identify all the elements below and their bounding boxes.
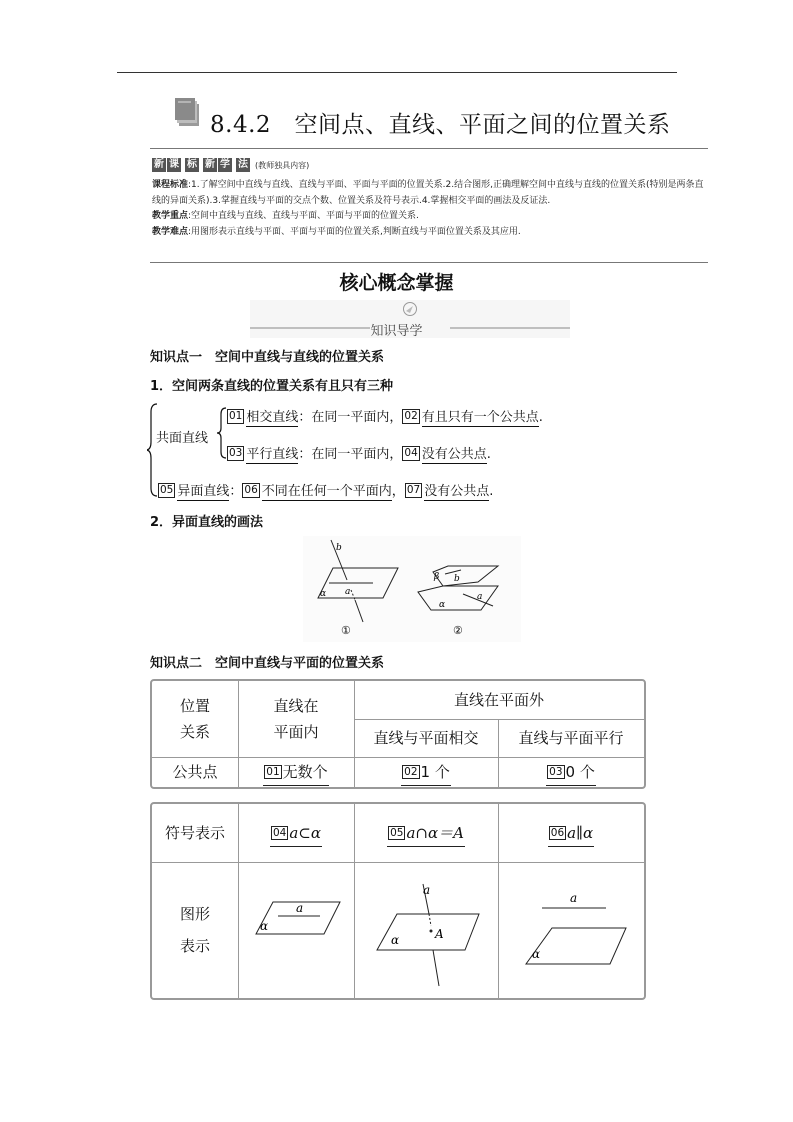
page-title: 8.4.2 空间点、直线、平面之间的位置关系	[210, 112, 671, 138]
header-in-plane	[238, 681, 354, 757]
blank-number: 03	[229, 447, 243, 459]
difficult-label: 教学难点	[152, 226, 189, 237]
fig-label-alpha: α	[391, 933, 400, 947]
answer-one: 1 个	[420, 762, 450, 781]
blank-number: 01	[266, 765, 280, 778]
kp1-heading: 知识点一 空间中直线与直线的位置关系	[150, 350, 385, 365]
figure-2-label: ②	[453, 624, 463, 637]
badge-char: 标	[187, 159, 197, 170]
row-text: ：在同一平面内，	[298, 447, 403, 462]
header-position	[152, 681, 238, 757]
answer-intersect: 相交直线	[246, 410, 299, 425]
curriculum-label: 课程标准	[152, 180, 189, 190]
skew-lines-figure	[303, 536, 521, 642]
badge-char: 学	[220, 159, 230, 170]
answer-symbol-intersect: a∩α＝A	[406, 823, 464, 842]
blank-number: 03	[549, 765, 563, 778]
relation-row	[158, 480, 493, 499]
fig-label-b: b	[454, 574, 460, 584]
figure-line-parallel-plane	[514, 886, 632, 974]
answer-no-common-2: 没有公共点	[424, 484, 490, 499]
fig-label-a: a	[296, 901, 304, 915]
answer-infinite: 无数个	[282, 762, 328, 781]
divider	[150, 148, 708, 149]
standards-block	[152, 178, 708, 240]
coplanar-label: 共面直线	[156, 431, 209, 446]
badge	[152, 157, 309, 173]
symbol-figure-table	[150, 802, 646, 1000]
blank-number: 04	[404, 447, 418, 459]
row-common-points: 公共点	[172, 763, 218, 781]
header-intersect: 直线与平面相交	[373, 729, 479, 747]
curriculum-text: :1.了解空间中直线与直线、直线与平面、平面与平面的位置关系.2.结合图形,正确理解空间中直线与直线的位置关系(特别是两条直线的异面关系).3.掌握直线与平面的交点个数、位置关系及符号表示.4.掌握相交平面的画法及反证法.	[152, 180, 704, 206]
key-text: :空间中直线与直线、直线与平面、平面与平面的位置关系.	[188, 211, 419, 221]
kp2-heading: 知识点二 空间中直线与平面的位置关系	[150, 656, 385, 671]
guide-label: 知识导学	[370, 324, 423, 339]
answer-symbol-in: a⊂α	[289, 823, 321, 842]
fig-label-alpha: α	[260, 919, 269, 933]
figure-line-in-plane	[248, 896, 348, 944]
badge-char: 课	[169, 159, 179, 170]
row-figure-line2: 表示	[179, 937, 210, 955]
blank-number: 04	[272, 826, 287, 839]
header-parallel: 直线与平面平行	[518, 729, 624, 747]
blank-number: 06	[244, 484, 258, 496]
period: .	[538, 410, 543, 425]
comma: ，	[391, 484, 405, 499]
answer-skew: 异面直线	[177, 484, 230, 499]
cell-symbol-parallel	[498, 804, 644, 862]
header-rule	[117, 72, 677, 73]
cell-zero	[498, 757, 644, 787]
figure-1-label: ①	[341, 624, 351, 637]
blank-number: 07	[406, 484, 421, 496]
row-symbol: 符号表示	[164, 824, 225, 842]
blank-number: 02	[404, 765, 418, 778]
blank-number: 06	[550, 826, 565, 839]
blank-number: 05	[160, 484, 174, 496]
book-icon	[175, 98, 203, 128]
badge-char: 新	[154, 159, 164, 170]
cell-infinite	[238, 757, 354, 787]
fig-label-A: A	[435, 927, 444, 941]
answer-zero: 0 个	[565, 762, 595, 781]
cell-symbol-in	[238, 804, 354, 862]
blank-number: 02	[404, 410, 418, 422]
period: .	[486, 447, 491, 462]
fig-label-a: a	[345, 587, 351, 597]
answer-one-point: 有且只有一个公共点	[421, 410, 539, 425]
answer-no-common: 没有公共点	[421, 447, 487, 462]
colon: ：	[229, 484, 243, 499]
relation-row	[227, 406, 543, 425]
answer-not-same-plane: 不同在任何一个平面内	[261, 484, 392, 499]
row-text: ：在同一平面内，	[298, 410, 403, 425]
blank-number: 05	[390, 826, 404, 839]
fig-label-a: a	[423, 883, 431, 897]
row-figure	[152, 862, 238, 998]
fig-label-b: b	[336, 543, 342, 553]
badge-note: (教师独具内容)	[255, 160, 310, 170]
fig-label-alpha: α	[439, 600, 446, 610]
cell-one	[354, 757, 498, 787]
key-label: 教学重点	[152, 211, 189, 221]
header-in-plane-line1: 直线在	[273, 697, 319, 715]
kp1-sub2: 2．异面直线的画法	[150, 515, 264, 530]
relation-table	[150, 679, 646, 789]
header-position-line1: 位置	[179, 697, 210, 715]
period: .	[489, 484, 494, 499]
section-heading: 核心概念掌握	[339, 272, 454, 294]
header-outside: 直线在平面外	[453, 691, 544, 709]
header-position-line2: 关系	[179, 723, 210, 741]
fig-label-beta: β	[434, 572, 440, 582]
badge-char: 法	[238, 159, 248, 170]
fig-label-alpha: α	[320, 589, 327, 599]
header-in-plane-line2: 平面内	[273, 723, 319, 741]
figure-line-intersect-plane	[367, 874, 487, 992]
badge-char: 新	[205, 159, 215, 170]
fig-label-a: a	[570, 891, 578, 905]
difficult-text: :用图形表示直线与平面、平面与平面的位置关系,判断直线与平面位置关系及其应用.	[188, 226, 521, 237]
fig-label-a: a	[477, 592, 483, 602]
row-figure-line1: 图形	[179, 905, 210, 923]
fig-label-alpha: α	[532, 947, 541, 961]
relation-row	[227, 443, 491, 462]
answer-symbol-parallel: a∥α	[567, 823, 594, 842]
answer-parallel: 平行直线	[246, 447, 299, 462]
kp1-sub1: 1．空间两条直线的位置关系有且只有三种	[150, 379, 394, 394]
blank-number: 01	[229, 410, 243, 422]
cell-symbol-intersect	[354, 804, 498, 862]
divider	[150, 262, 708, 263]
